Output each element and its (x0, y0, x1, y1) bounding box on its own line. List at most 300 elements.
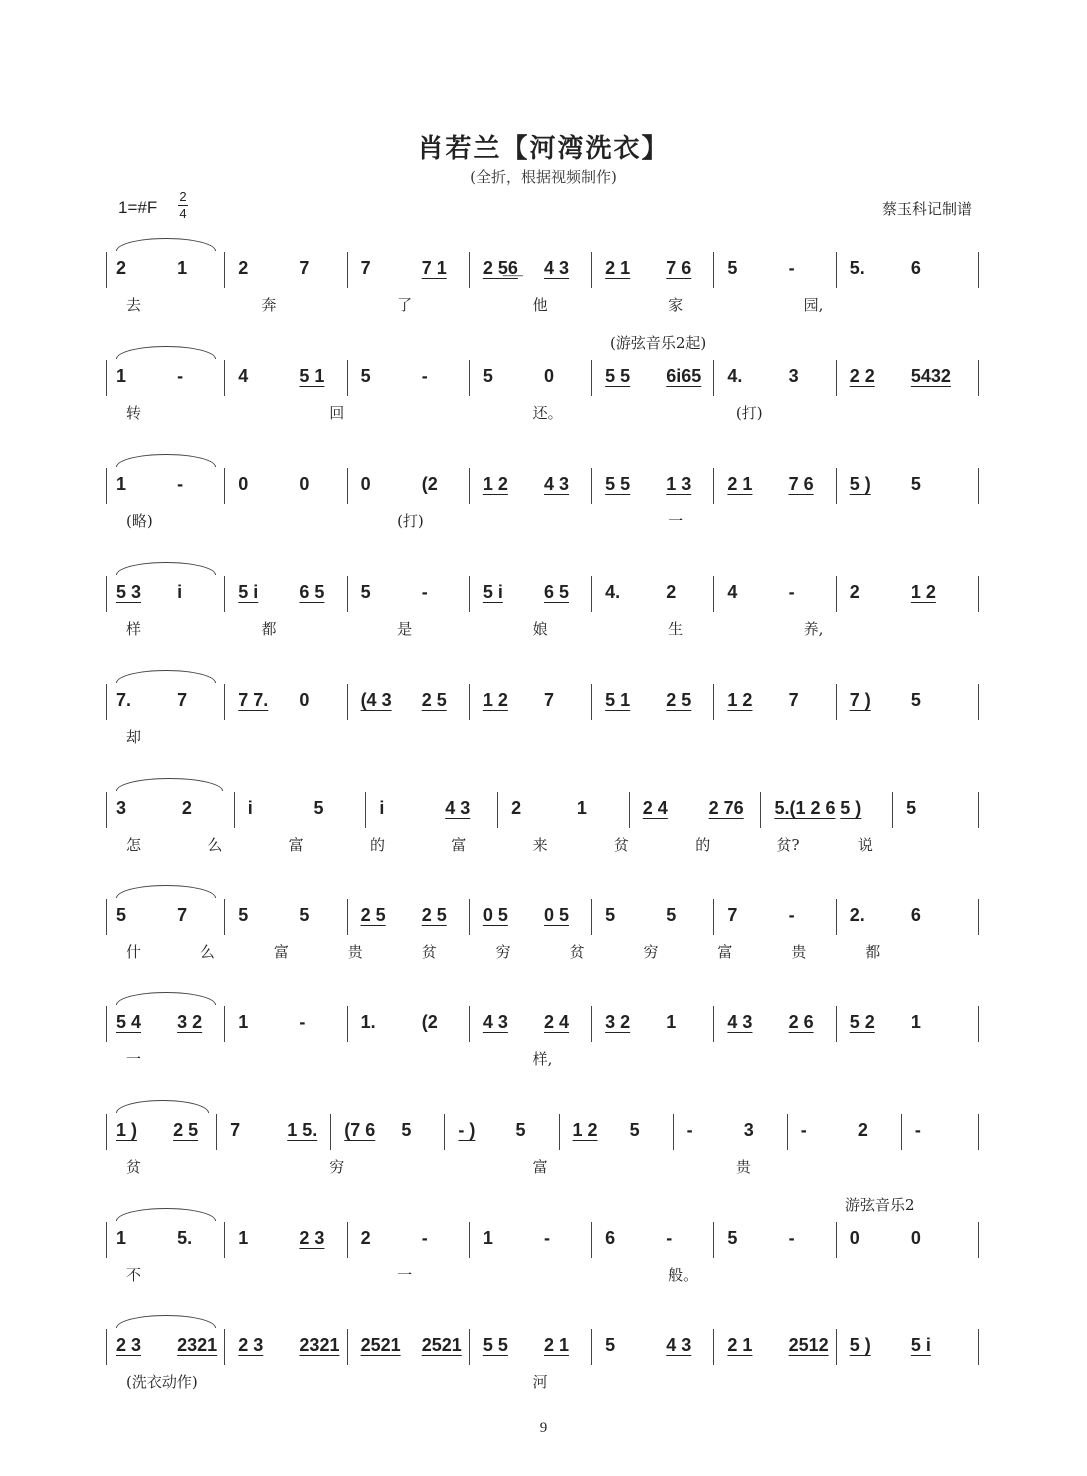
note-token: 2 3 (299, 1228, 325, 1248)
barline (713, 1006, 714, 1042)
note-token: 6i65 (666, 366, 702, 386)
lyric-text: 贫 (569, 943, 585, 961)
note-token: 5 ) (849, 474, 871, 494)
note-token: 2 (181, 798, 192, 818)
lyric-text: 怎 (126, 836, 142, 854)
note-token: 5 (727, 258, 738, 278)
note-token: 1 (116, 366, 127, 386)
note-token: 5 1 (299, 366, 325, 386)
performance-note: (游弦音乐2起) (610, 334, 707, 352)
note-token: 2 76 (708, 798, 744, 818)
barline (216, 1114, 217, 1150)
barline (673, 1114, 674, 1150)
note-token: 0 (299, 474, 310, 494)
note-token: 4 3 (445, 798, 471, 818)
lyric-text: 却 (126, 728, 142, 746)
lyric-text: 园, (803, 296, 824, 314)
barline (224, 576, 225, 612)
note-token: 2 3 (238, 1335, 264, 1355)
note-token: 2 5̲6̲ (482, 258, 518, 278)
note-token: 4 (727, 582, 738, 602)
barline (836, 576, 837, 612)
barline (978, 899, 979, 935)
note-token: 5 i (238, 582, 259, 602)
note-token: 7 (177, 690, 188, 710)
lyric-text: 他 (532, 296, 548, 314)
note-token: - (788, 582, 795, 602)
note-token: 7 (788, 690, 799, 710)
note-token: 0 5 (544, 905, 570, 925)
note-token: 1 (238, 1012, 249, 1032)
note-token: 5 (910, 474, 921, 494)
meter-bottom: 4 (179, 206, 187, 221)
barline (591, 468, 592, 504)
barline (713, 1329, 714, 1365)
note-token: - (421, 582, 428, 602)
note-token: 7 (230, 1120, 241, 1140)
barline (978, 252, 979, 288)
note-token: 2 4 (642, 798, 668, 818)
lyric-text: 贫? (776, 836, 800, 854)
note-token: - (544, 1228, 550, 1248)
note-token: 2321 (177, 1335, 218, 1355)
barline (347, 1222, 348, 1258)
score-row (0, 1120, 1087, 1220)
barline (760, 792, 761, 828)
barline (591, 252, 592, 288)
note-token: 2512 (788, 1335, 829, 1355)
note-token: 5432 (910, 366, 951, 386)
note-token: 4 3 (544, 474, 570, 494)
barline (836, 360, 837, 396)
note-token: 1 5. (287, 1120, 318, 1140)
barline (591, 1006, 592, 1042)
lyric-text: 穷 (495, 943, 511, 961)
lyric-text: 回 (329, 404, 345, 422)
note-token: 2 5 (173, 1120, 199, 1140)
note-token: 6 5 (299, 582, 325, 602)
note-token: 0 (238, 474, 249, 494)
note-token: 1 2 (482, 474, 508, 494)
lyric-text: (打) (735, 404, 763, 422)
note-token: i (177, 582, 183, 602)
lyric-text: 么 (199, 943, 215, 961)
note-token: 2 5 (421, 690, 447, 710)
barline (713, 576, 714, 612)
note-token: 0 (544, 366, 555, 386)
note-token: 5 (401, 1120, 412, 1140)
note-token: 0 (360, 474, 371, 494)
note-token: 1 ) (116, 1120, 138, 1140)
barline (836, 684, 837, 720)
note-token: 1 2 (727, 690, 753, 710)
barline (591, 899, 592, 935)
barline (713, 252, 714, 288)
note-token: - (177, 474, 184, 494)
lyric-text: 一 (668, 512, 684, 530)
note-token: 5 (515, 1120, 526, 1140)
barline (591, 360, 592, 396)
note-token: 5 5 (482, 1335, 508, 1355)
lyric-text: 还。 (532, 404, 563, 422)
barline (713, 360, 714, 396)
barline (469, 468, 470, 504)
note-token: (4 3 (360, 690, 392, 710)
barline (978, 1114, 979, 1150)
lyric-text: 一 (126, 1050, 142, 1068)
note-token: 5 (299, 905, 310, 925)
lyric-text: 一 (397, 1266, 413, 1284)
time-signature (178, 190, 188, 221)
note-token: 4. (605, 582, 621, 602)
lyric-text: (略) (126, 512, 153, 530)
note-token: 7 6 (666, 258, 692, 278)
note-token: 1 3 (666, 474, 692, 494)
note-token: 3 (788, 366, 799, 386)
barline (224, 468, 225, 504)
lyric-text: 贫 (613, 836, 629, 854)
note-token: 2 (360, 1228, 371, 1248)
page-number: 9 (539, 1420, 548, 1436)
barline (469, 1329, 470, 1365)
note-token: 5 (238, 905, 249, 925)
lyric-text: 的 (695, 836, 711, 854)
note-token: - (421, 1228, 428, 1248)
barline (347, 360, 348, 396)
note-token: (7 6 (344, 1120, 376, 1140)
barline (106, 1329, 107, 1365)
note-token: 5.(1 2 6 (774, 798, 836, 818)
key-signature: 1=#F (118, 198, 158, 217)
lyric-text: 什 (126, 943, 142, 961)
barline (469, 1222, 470, 1258)
barline (591, 684, 592, 720)
barline (836, 1329, 837, 1365)
note-token: 5 i (910, 1335, 931, 1355)
barline (713, 899, 714, 935)
note-token: 2521 (360, 1335, 401, 1355)
barline (836, 1222, 837, 1258)
note-token: 2 5 (666, 690, 692, 710)
barline (347, 576, 348, 612)
meter-top: 2 (179, 189, 187, 204)
note-token: 2 2 (849, 366, 875, 386)
note-token: 1 2 (572, 1120, 598, 1140)
note-token: 1 2 (910, 582, 936, 602)
note-token: 7 (544, 690, 555, 710)
note-token: 1 (576, 798, 587, 818)
note-token: 2 1 (727, 474, 753, 494)
lyric-text: 贵 (347, 943, 363, 961)
barline (106, 1222, 107, 1258)
barline (347, 1329, 348, 1365)
note-token: 6 (605, 1228, 616, 1248)
barline (978, 1006, 979, 1042)
note-token: - (421, 366, 428, 386)
lyric-text: 了 (397, 296, 413, 314)
note-token: 0 (849, 1228, 860, 1248)
lyric-text: 养, (803, 620, 824, 638)
barline (469, 360, 470, 396)
note-token: 4. (727, 366, 743, 386)
note-token: 0 5 (482, 905, 508, 925)
barline (444, 1114, 445, 1150)
note-token: - ) (458, 1120, 476, 1140)
lyric-text: 穷 (329, 1158, 345, 1176)
note-token: 1 (482, 1228, 493, 1248)
note-token: 5 (727, 1228, 738, 1248)
barline (224, 252, 225, 288)
note-token: - (914, 1120, 921, 1140)
note-token: 5 (666, 905, 677, 925)
barline (224, 1329, 225, 1365)
lyric-text: 样, (532, 1050, 553, 1068)
barline (978, 1329, 979, 1365)
note-token: 6 (910, 905, 921, 925)
note-token: - (686, 1120, 693, 1140)
note-token: - (788, 1228, 795, 1248)
note-token: 2. (849, 905, 865, 925)
note-token: 5 2 (849, 1012, 875, 1032)
lyric-text: 富 (717, 943, 733, 961)
barline (978, 576, 979, 612)
barline (836, 468, 837, 504)
note-token: 4 3 (544, 258, 570, 278)
note-token: 4 (238, 366, 249, 386)
score-row (0, 334, 1087, 466)
barline (836, 252, 837, 288)
barline (892, 792, 893, 828)
note-token: 2 5 (360, 905, 386, 925)
barline (347, 899, 348, 935)
slur-mark (116, 238, 216, 251)
note-token: 5 5 (605, 366, 631, 386)
barline (224, 1222, 225, 1258)
score-row (0, 1012, 1087, 1112)
note-token: 5 ) (840, 798, 862, 818)
barline (224, 1006, 225, 1042)
note-token: 7 1 (421, 258, 447, 278)
note-token: (2 (421, 1012, 438, 1032)
score-row (0, 582, 1087, 682)
barline (106, 1114, 107, 1150)
barline (106, 252, 107, 288)
note-token: 2 (511, 798, 522, 818)
lyric-text: 富 (451, 836, 467, 854)
note-token: - (788, 258, 795, 278)
note-token: 7 (727, 905, 738, 925)
performance-note: 游弦音乐2 (845, 1196, 915, 1214)
barline (347, 684, 348, 720)
barline (106, 576, 107, 612)
lyric-text: 样 (126, 620, 142, 638)
lyric-text: 转 (126, 404, 142, 422)
lyric-text: (洗衣动作) (126, 1373, 198, 1391)
note-token: 6 (910, 258, 921, 278)
lyric-text: 家 (668, 296, 684, 314)
note-token: 6 5 (544, 582, 570, 602)
note-token: 0 (910, 1228, 921, 1248)
note-token: 5 (360, 582, 371, 602)
lyric-text: 奔 (261, 296, 277, 314)
barline (224, 684, 225, 720)
note-token: 5. (177, 1228, 193, 1248)
note-token: 4 3 (727, 1012, 753, 1032)
note-token: 7 6 (788, 474, 814, 494)
note-token: 2 (857, 1120, 868, 1140)
note-token: 3 (116, 798, 127, 818)
note-token: 5 (116, 905, 127, 925)
note-token: 1 (116, 474, 127, 494)
note-token: 2 1 (544, 1335, 570, 1355)
barline (978, 468, 979, 504)
lyric-text: 说 (857, 836, 873, 854)
note-token: 1 2 (482, 690, 508, 710)
note-token: 5 3 (116, 582, 142, 602)
note-token: 5 (360, 366, 371, 386)
barline (469, 252, 470, 288)
note-token: 4 3 (666, 1335, 692, 1355)
note-token: 1. (360, 1012, 376, 1032)
lyric-text: 娘 (532, 620, 548, 638)
note-token: - (299, 1012, 306, 1032)
barline (224, 360, 225, 396)
barline (106, 360, 107, 396)
barline (713, 468, 714, 504)
note-token: - (177, 366, 184, 386)
note-token: 5. (849, 258, 865, 278)
note-token: 7 (177, 905, 188, 925)
barline (787, 1114, 788, 1150)
barline (978, 792, 979, 828)
note-token: 3 (743, 1120, 754, 1140)
note-token: 2 1 (605, 258, 631, 278)
barline (978, 1222, 979, 1258)
barline (347, 252, 348, 288)
barline (713, 1222, 714, 1258)
note-token: 5 (482, 366, 493, 386)
barline (469, 899, 470, 935)
lyric-text: 贵 (735, 1158, 751, 1176)
lyric-text: 富 (273, 943, 289, 961)
note-token: 2 (116, 258, 127, 278)
lyric-text: 河 (532, 1373, 548, 1391)
barline (106, 899, 107, 935)
note-token: 2 (666, 582, 677, 602)
barline (836, 1006, 837, 1042)
barline (469, 576, 470, 612)
lyric-text: 的 (369, 836, 385, 854)
note-token: 7 (360, 258, 371, 278)
barline (106, 1006, 107, 1042)
author-credit: 蔡玉科记制谱 (881, 200, 972, 218)
note-token: 5 5 (605, 474, 631, 494)
note-token: 1 (238, 1228, 249, 1248)
barline (559, 1114, 560, 1150)
score-row (0, 474, 1087, 574)
note-token: (2 (421, 474, 438, 494)
barline (978, 684, 979, 720)
barline (347, 1006, 348, 1042)
subtitle: (全折，根据视频制作) (470, 168, 617, 186)
note-token: 5 (629, 1120, 640, 1140)
barline (106, 684, 107, 720)
note-token: 1 (116, 1228, 127, 1248)
note-token: i (247, 798, 253, 818)
lyric-text: 不 (126, 1266, 142, 1284)
note-token: i (379, 798, 385, 818)
note-token: 7. (116, 690, 132, 710)
note-token: 3 2 (605, 1012, 631, 1032)
barline (836, 899, 837, 935)
lyric-text: 富 (288, 836, 304, 854)
note-token: 5 (906, 798, 917, 818)
note-token: 5 (910, 690, 921, 710)
barline (469, 1006, 470, 1042)
note-token: 5 (605, 905, 616, 925)
lyric-text: 贫 (126, 1158, 142, 1176)
lyric-text: 来 (532, 836, 548, 854)
note-token: 2 6 (788, 1012, 814, 1032)
barline (234, 792, 235, 828)
note-token: 7 ) (849, 690, 871, 710)
barline (591, 1329, 592, 1365)
score-row (0, 690, 1087, 790)
note-token: 2 1 (727, 1335, 753, 1355)
note-token: 2 (238, 258, 249, 278)
barline (347, 468, 348, 504)
barline (106, 468, 107, 504)
barline (591, 576, 592, 612)
lyric-text: 都 (261, 620, 277, 638)
score-row (0, 258, 1087, 358)
barline (713, 684, 714, 720)
note-token: - (788, 905, 795, 925)
note-token: 2521 (421, 1335, 462, 1355)
note-token: 1 (666, 1012, 677, 1032)
lyric-text: 都 (865, 943, 881, 961)
note-token: - (800, 1120, 807, 1140)
lyric-text: 富 (532, 1158, 548, 1176)
lyric-text: 么 (207, 836, 223, 854)
barline (365, 792, 366, 828)
lyric-text: 穷 (643, 943, 659, 961)
note-token: 2 4 (544, 1012, 570, 1032)
note-token: 4 3 (482, 1012, 508, 1032)
note-token: 0 (299, 690, 310, 710)
barline (591, 1222, 592, 1258)
note-token: 7 7. (238, 690, 269, 710)
note-token: 5 (605, 1335, 616, 1355)
page-title: 肖若兰【河湾洗衣】 (417, 134, 670, 164)
note-token: 5 4 (116, 1012, 142, 1032)
barline (497, 792, 498, 828)
lyric-text: 贵 (791, 943, 807, 961)
lyric-text: (打) (397, 512, 424, 530)
note-token: - (666, 1228, 673, 1248)
note-token: 3 2 (177, 1012, 203, 1032)
note-token: 5 1 (605, 690, 631, 710)
lyric-text: 是 (397, 620, 413, 638)
barline (978, 360, 979, 396)
note-token: 2 (849, 582, 860, 602)
barline (224, 899, 225, 935)
lyric-text: 贫 (421, 943, 437, 961)
lyric-text: 生 (668, 620, 684, 638)
barline (330, 1114, 331, 1150)
note-token: 1 (910, 1012, 921, 1032)
note-token: 2 5 (421, 905, 447, 925)
